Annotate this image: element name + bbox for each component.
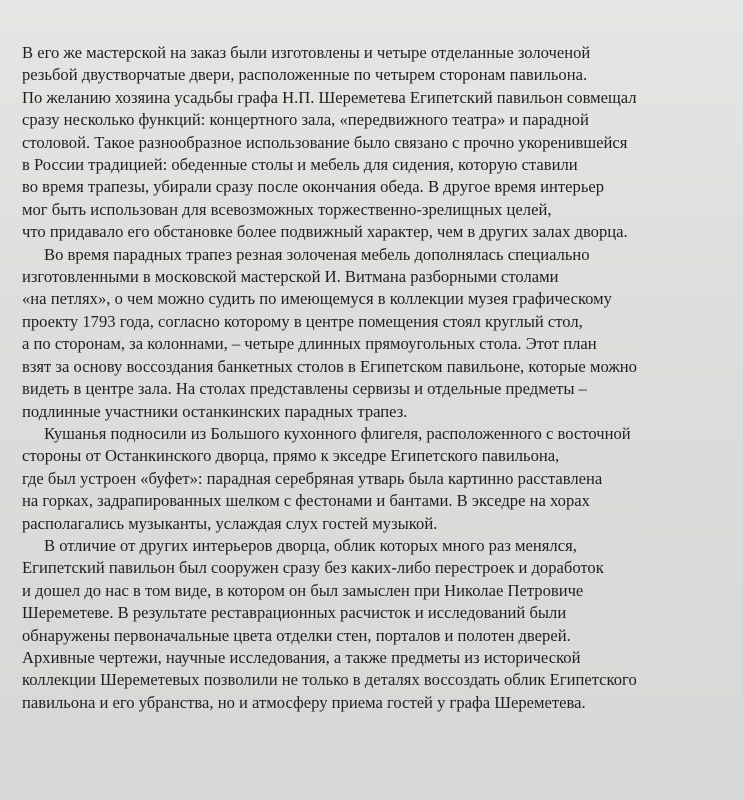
text-line: Архивные чертежи, научные исследования, а также предметы из исторической	[22, 647, 581, 667]
text-line: В отличие от других интерьеров дворца, облик которых много раз менялся,	[44, 535, 577, 555]
text-line: Кушанья подносили из Большого кухонного флигеля, расположенного с восточной	[44, 423, 631, 443]
paragraph-1	[22, 42, 728, 244]
text-line: видеть в центре зала. На столах представлены сервизы и отдельные предметы –	[22, 379, 587, 399]
text-line: Шереметеве. В результате реставрационных расчисток и исследований были	[22, 603, 567, 623]
text-line: где был устроен «буфет»: парадная серебряная утварь была картинно расставлена	[22, 468, 603, 488]
article-text	[22, 42, 728, 714]
text-line: «на петлях», о чем можно судить по имеющемуся в коллекции музея графическому	[22, 289, 612, 309]
text-line: резьбой двустворчатые двери, расположенные по четырем сторонам павильона.	[22, 65, 588, 85]
text-line: проекту 1793 года, согласно которому в центре помещения стоял круглый стол,	[22, 311, 583, 331]
text-line: располагались музыканты, услаждая слух гостей музыкой.	[22, 513, 438, 533]
paragraph-2	[22, 244, 728, 423]
text-line: обнаружены первоначальные цвета отделки стен, порталов и полотен дверей.	[22, 625, 571, 645]
text-line: По желанию хозяина усадьбы графа Н.П. Шереметева Египетский павильон совмещал	[22, 87, 637, 107]
text-line: коллекции Шереметевых позволили не только в деталях воссоздать облик Египетского	[22, 670, 637, 690]
text-line: а по сторонам, за колоннами, – четыре длинных прямоугольных стола. Этот план	[22, 334, 597, 354]
text-line: В его же мастерской на заказ были изготовлены и четыре отделанные золоченой	[22, 43, 591, 62]
text-line: что придавало его обстановке более подвижный характер, чем в других залах дворца.	[22, 222, 628, 242]
text-line: мог быть использован для всевозможных торжественно-зрелищных целей,	[22, 199, 552, 219]
text-line: и дошел до нас в том виде, в котором он был замыслен при Николае Петровиче	[22, 580, 584, 600]
text-line: в России традицией: обеденные столы и мебель для сидения, которую ставили	[22, 155, 578, 175]
text-line: во время трапезы, убирали сразу после окончания обеда. В другое время интерьер	[22, 177, 605, 197]
paragraph-3	[22, 423, 728, 535]
text-line: изготовленными в московской мастерской И. Витмана разборными столами	[22, 267, 559, 287]
text-line: Египетский павильон был сооружен сразу без каких-либо перестроек и доработок	[22, 558, 604, 578]
text-line: столовой. Такое разнообразное использование было связано с прочно укоренившейся	[22, 132, 628, 152]
paragraph-4	[22, 535, 728, 714]
text-line: павильона и его убранства, но и атмосферу приема гостей у графа Шереметева.	[22, 692, 586, 712]
text-line: подлинные участники останкинских парадных трапез.	[22, 401, 408, 421]
text-line: сразу несколько функций: концертного зала, «передвижного театра» и парадной	[22, 110, 589, 130]
text-line: стороны от Останкинского дворца, прямо к экседре Египетского павильона,	[22, 446, 560, 466]
text-line: Во время парадных трапез резная золоченая мебель дополнялась специально	[44, 244, 590, 264]
text-line: взят за основу воссоздания банкетных столов в Египетском павильоне, которые можно	[22, 356, 637, 376]
text-line: на горках, задрапированных шелком с фестонами и бантами. В экседре на хорах	[22, 491, 590, 511]
